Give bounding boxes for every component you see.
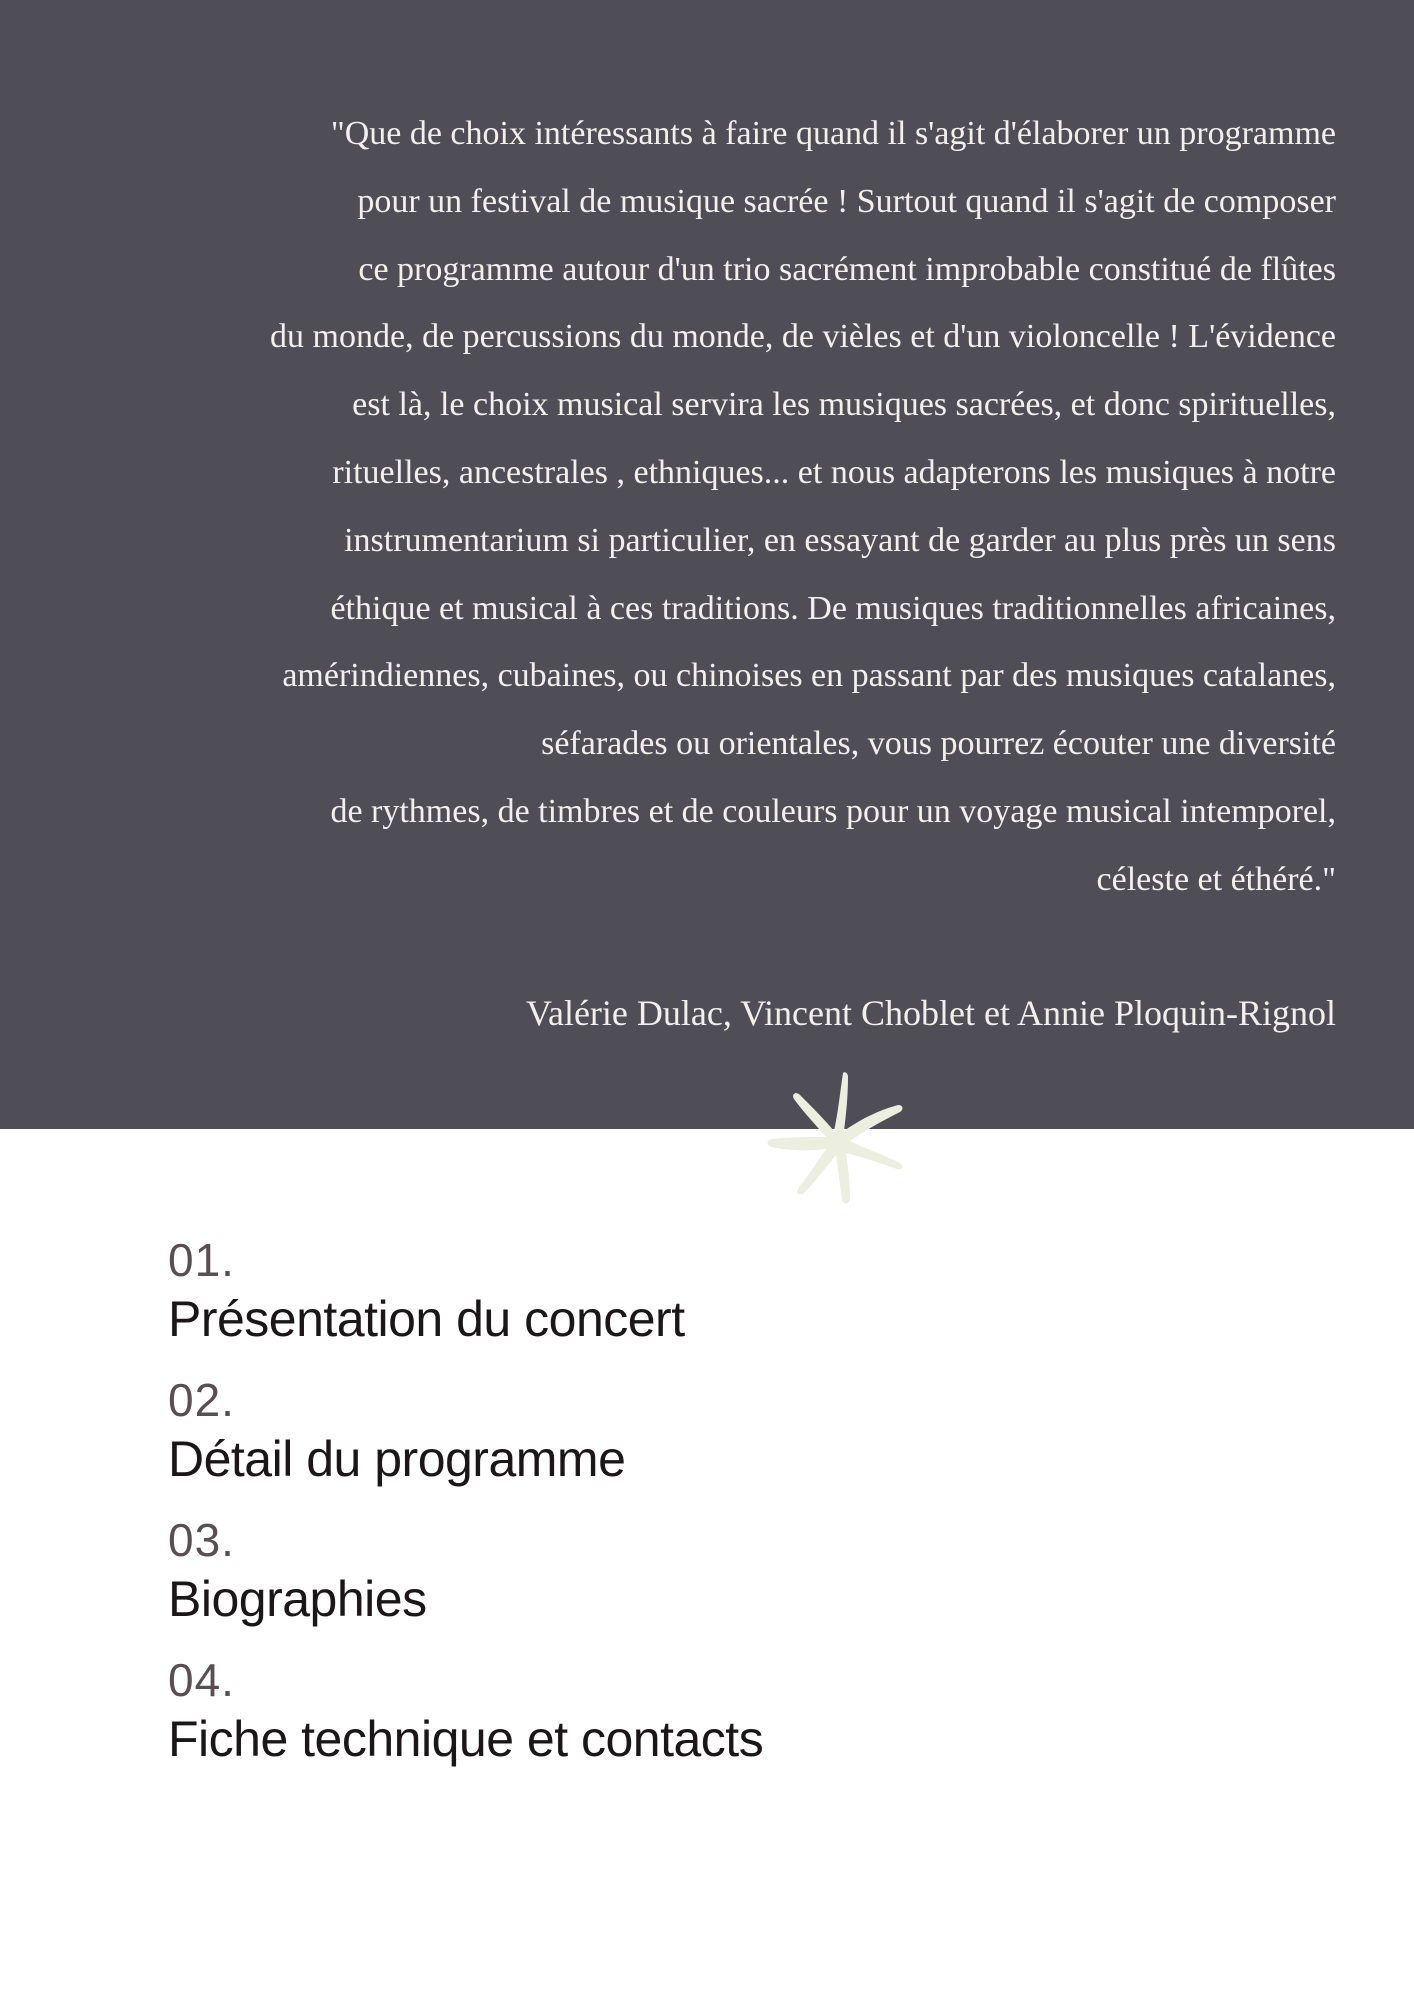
star-icon [760, 1065, 908, 1207]
quote-line: est là, le choix musical servira les musiques sacrées, et donc spirituelles, [352, 386, 1336, 424]
toc-number: 03. [168, 1514, 235, 1566]
toc-title: Fiche technique et contacts [168, 1711, 764, 1767]
quote-line: pour un festival de musique sacrée ! Surtout quand il s'agit de composer [357, 182, 1336, 220]
quote-line: du monde, de percussions du monde, de vièles et d'un violoncelle ! L'évidence [270, 318, 1336, 356]
quote-line: amérindiennes, cubaines, ou chinoises en passant par des musiques catalanes, [282, 657, 1336, 695]
star-shape [768, 1072, 903, 1203]
toc-title: Détail du programme [168, 1431, 626, 1487]
toc-item-programme [168, 1372, 1168, 1490]
quote-line: céleste et éthéré." [1096, 860, 1336, 898]
quote-line: ce programme autour d'un trio sacrément improbable constitué de flûtes [358, 250, 1336, 288]
quote-line: séfarades ou orientales, vous pourrez écouter une diversité [541, 725, 1336, 763]
quote-line: instrumentarium si particulier, en essayant de garder au plus près un sens [344, 521, 1336, 559]
toc-number: 04. [168, 1654, 235, 1706]
table-of-contents [168, 1232, 1168, 1792]
toc-number: 02. [168, 1374, 235, 1426]
toc-item-fiche-technique [168, 1652, 1168, 1770]
quote-line: éthique et musical à ces traditions. De musiques traditionnelles africaines, [330, 589, 1336, 627]
toc-item-biographies [168, 1512, 1168, 1630]
quote-line: rituelles, ancestrales , ethniques... et nous adapterons les musiques à notre [332, 453, 1336, 491]
toc-title: Biographies [168, 1571, 427, 1627]
quote-authors: Valérie Dulac, Vincent Choblet et Annie Ploquin-Rignol [525, 993, 1336, 1033]
toc-title: Présentation du concert [168, 1291, 685, 1347]
quote-text [66, 100, 1336, 914]
quote-line: de rythmes, de timbres et de couleurs pour un voyage musical intemporel, [330, 792, 1336, 830]
toc-number: 01. [168, 1234, 235, 1286]
toc-item-presentation [168, 1232, 1168, 1350]
quote-line: "Que de choix intéressants à faire quand il s'agit d'élaborer un programme [330, 115, 1336, 152]
